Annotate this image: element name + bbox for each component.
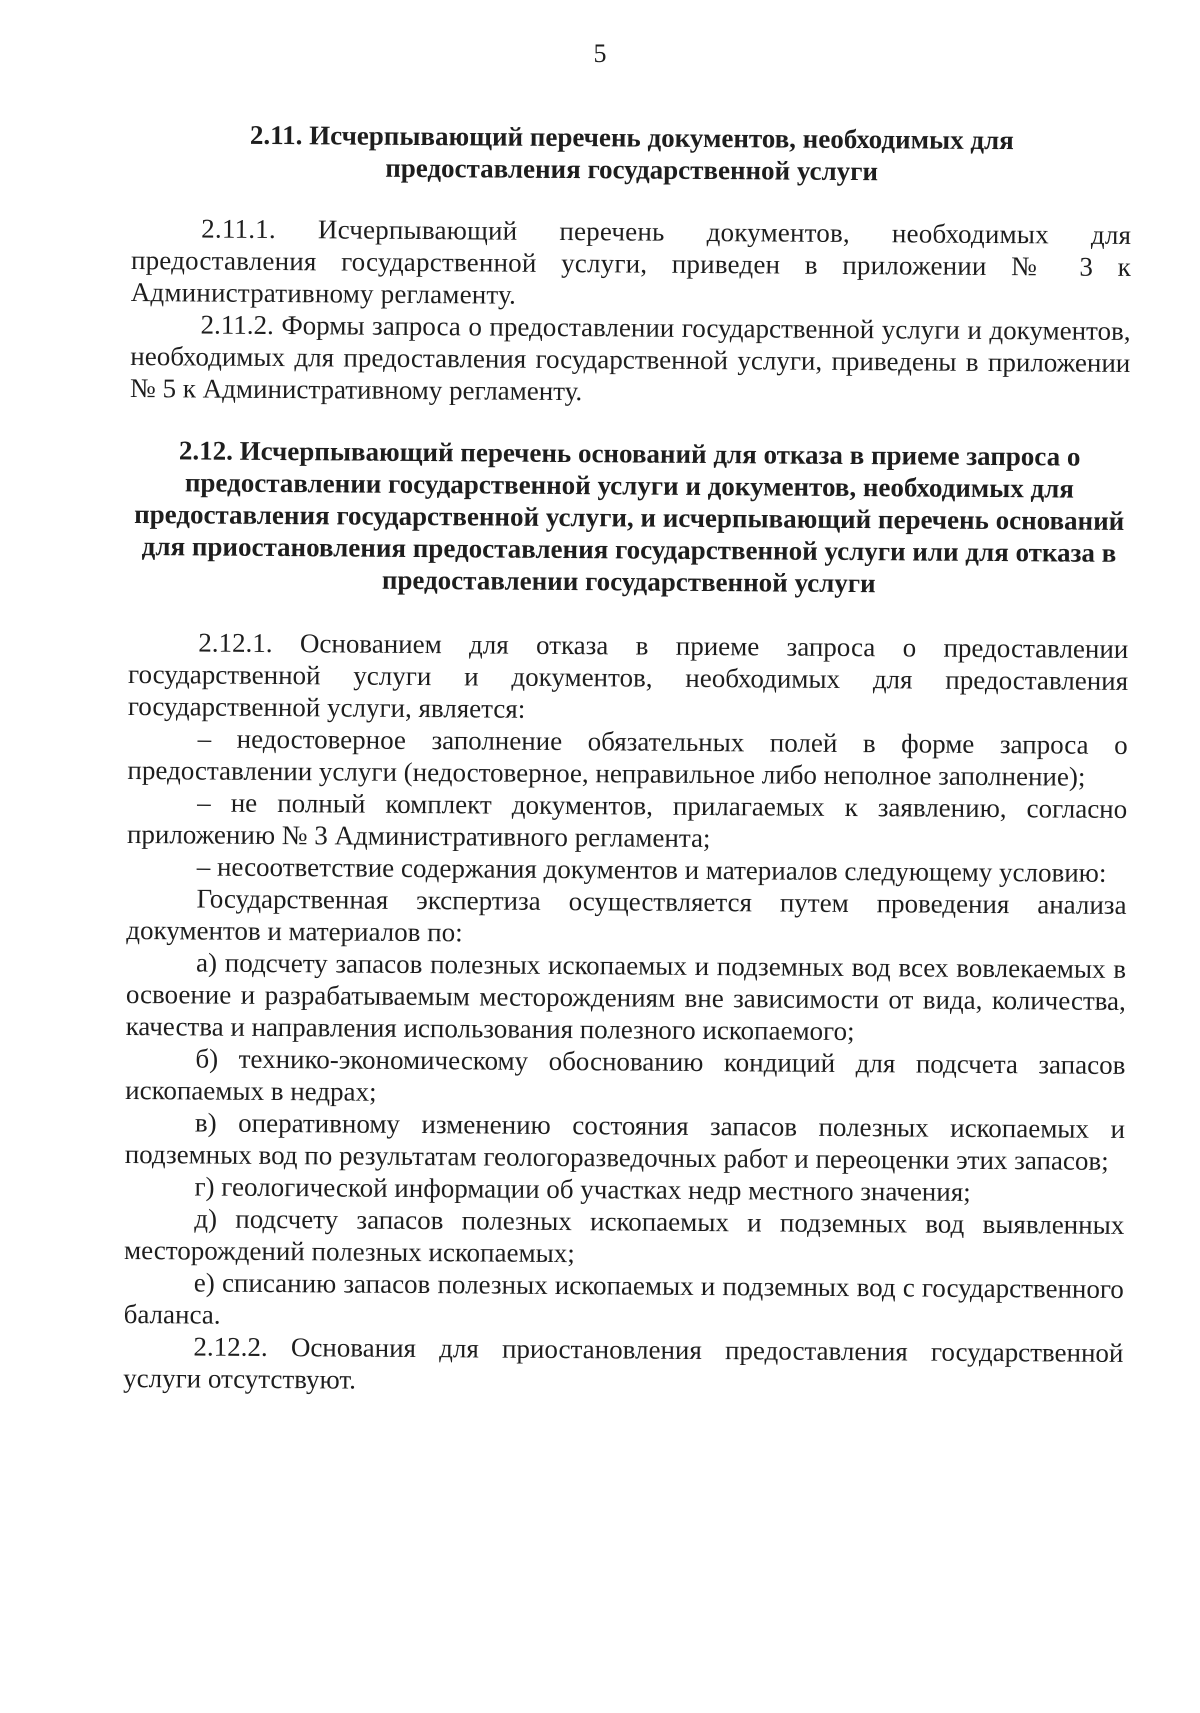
list-item-g: г) геологической информации об участках недр местного значения; bbox=[194, 1171, 971, 1207]
list-item-a: а) подсчету запасов полезных ископаемых и подземных вод всех вовлекаемых в освоение и разрабатываемым месторождениям вне зависимости от вида, количества, качества и направления использования полезного ископаемого; bbox=[125, 947, 1127, 1047]
paragraph-2-11-2: 2.11.2. Формы запроса о предоставлении государственной услуги и документов, необходимых для предоставления государственной услуги, приведены в приложении № 5 к Административному регламенту. bbox=[130, 309, 1131, 407]
refusal-reason-1: – недостоверное заполнение обязательных полей в форме запроса о предоставлении услуги (недостоверное, неправильное либо неполное заполнение); bbox=[127, 723, 1128, 792]
list-item-b: б) технико-экономическому обоснованию кондиций для подсчета запасов ископаемых в недрах; bbox=[125, 1043, 1126, 1107]
paragraph-2-11-1: 2.11.1. Исчерпывающий перечень документов, необходимых для предоставления государственной услуги, приведен в приложении № 3 к Административному регламенту. bbox=[130, 213, 1132, 310]
list-item-v: в) оперативному изменению состояния запасов полезных ископаемых и подземных вод по результатам геологоразведочных работ и переоценки этих запасов; bbox=[124, 1107, 1126, 1176]
document-body bbox=[123, 118, 1132, 1401]
paragraph-2-12-1: 2.12.1. Основанием для отказа в приеме запроса о предоставлении государственной услуги и документов, необходимых для предоставления государственной услуги, является: bbox=[127, 627, 1129, 724]
section-2-12-heading: 2.12. Исчерпывающий перечень оснований для отказа в приеме запроса о предоставлении государственной услуги и документов, необходимых для предоставления государственной услуги, и исчерпывающий перечень оснований для приостановления предоставления государственной услуги или для отказа в предоставлении государственной услуги bbox=[134, 435, 1125, 599]
list-item-e: е) списанию запасов полезных ископаемых и подземных вод с государственного баланса. bbox=[123, 1267, 1124, 1330]
paragraph-2-12-2: 2.12.2. Основания для приостановления предоставления государственной услуги отсутствуют. bbox=[123, 1331, 1124, 1395]
expertise-paragraph: Государственная экспертиза осуществляется путем проведения анализа документов и материалов по: bbox=[126, 883, 1127, 948]
section-2-11-heading: 2.11. Исчерпывающий перечень документов, необходимых для предоставления государственной услуги bbox=[249, 119, 1014, 187]
refusal-reason-3: – несоответствие содержания документов и материалов следующему условию: bbox=[196, 851, 1107, 888]
list-item-d: д) подсчету запасов полезных ископаемых и подземных вод выявленных месторождений полезных ископаемых; bbox=[123, 1203, 1125, 1269]
page-number: 5 bbox=[593, 39, 607, 68]
refusal-reason-2: – не полный комплект документов, прилагаемых к заявлению, согласно приложению № 3 Административного регламента; bbox=[126, 787, 1128, 854]
